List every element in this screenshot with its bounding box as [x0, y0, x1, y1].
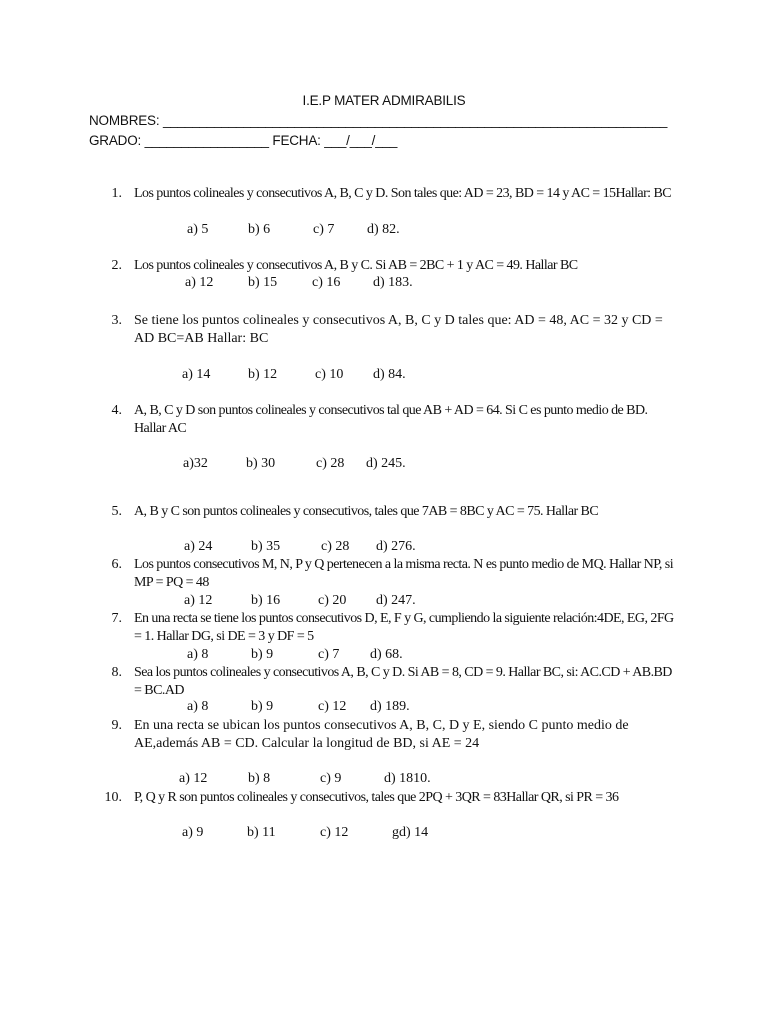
answer-option-b: b) 6	[248, 222, 271, 237]
answer-option-b: b) 15	[248, 275, 278, 290]
question-number: 1.	[111, 186, 122, 201]
answer-option-b: b) 9	[251, 647, 274, 662]
answer-option-b: b) 11	[247, 825, 276, 840]
question-number: 6.	[111, 557, 122, 572]
answer-option-d: d) 276.	[376, 539, 416, 554]
answer-option-d: d) 1810.	[384, 771, 431, 786]
answer-option-a: a) 12	[185, 275, 214, 290]
question-text: Los puntos consecutivos M, N, P y Q pertenecen a la misma recta. N es punto medio de MQ. Hallar NP, si MP = PQ = 48	[134, 557, 674, 590]
answer-option-b: b) 12	[248, 367, 278, 382]
question-text: Sea los puntos colineales y consecutivos A, B, C y D. Si AB = 8, CD = 9. Hallar BC, si: AC.CD + AB.BD = BC.AD	[134, 665, 672, 698]
answer-option-d: d) 245.	[366, 456, 406, 471]
grado-fecha-line: GRADO: _________________ FECHA: ___/___/___	[89, 133, 398, 148]
question-number: 8.	[111, 665, 122, 680]
question-number: 4.	[111, 403, 122, 418]
answer-option-a: a) 5	[187, 222, 209, 237]
question-number: 7.	[111, 611, 122, 626]
answer-option-d: gd) 14	[392, 825, 429, 840]
answer-option-c: c) 16	[312, 275, 341, 290]
question-text: Se tiene los puntos colineales y consecutivos A, B, C y D tales que: AD = 48, AC = 32 y CD = AD BC=AB Hallar: BC	[134, 313, 663, 346]
question-text: Los puntos colineales y consecutivos A, B, C y D. Son tales que: AD = 23, BD = 14 y AC = 15Hallar: BC	[134, 186, 672, 201]
answer-option-d: d) 84.	[373, 367, 406, 382]
answer-option-c: c) 7	[313, 222, 335, 237]
answer-option-a: a) 8	[187, 699, 209, 714]
answer-option-b: b) 9	[251, 699, 274, 714]
answer-option-a: a) 24	[184, 539, 213, 554]
question-number: 3.	[111, 313, 122, 328]
answer-option-b: b) 16	[251, 593, 281, 608]
answer-option-c: c) 28	[316, 456, 345, 471]
question-number: 5.	[111, 504, 122, 519]
answer-option-d: d) 247.	[376, 593, 416, 608]
question-number: 2.	[111, 258, 122, 273]
question-text: En una recta se tiene los puntos consecutivos D, E, F y G, cumpliendo la siguiente relación:4DE, EG, 2FG = 1. Hallar DG, si DE = 3 y DF = 5	[134, 611, 674, 644]
answer-option-d: d) 183.	[373, 275, 413, 290]
answer-option-c: c) 12	[318, 699, 347, 714]
school-title: I.E.P MATER ADMIRABILIS	[302, 93, 466, 108]
question-text: A, B, C y D son puntos colineales y consecutivos tal que AB + AD = 64. Si C es punto medio de BD. Hallar AC	[134, 403, 648, 436]
answer-option-b: b) 8	[248, 771, 271, 786]
answer-option-a: a)32	[183, 456, 208, 471]
answer-option-b: b) 35	[251, 539, 281, 554]
question-number: 10.	[104, 790, 122, 805]
question-text: Los puntos colineales y consecutivos A, B y C. Si AB = 2BC + 1 y AC = 49. Hallar BC	[134, 258, 578, 273]
answer-option-a: a) 12	[179, 771, 208, 786]
question-text: A, B y C son puntos colineales y consecutivos, tales que 7AB = 8BC y AC = 75. Hallar BC	[134, 504, 599, 519]
answer-option-d: d) 82.	[367, 222, 400, 237]
question-text: En una recta se ubican los puntos consecutivos A, B, C, D y E, siendo C punto medio de AE,además AB = CD. Calcular la longitud de BD, si AE = 24	[134, 718, 629, 751]
answer-option-c: c) 9	[320, 771, 342, 786]
answer-option-a: a) 8	[187, 647, 209, 662]
answer-option-d: d) 189.	[370, 699, 410, 714]
answer-option-c: c) 12	[320, 825, 349, 840]
answer-option-c: c) 10	[315, 367, 344, 382]
answer-option-c: c) 28	[321, 539, 350, 554]
question-number: 9.	[111, 718, 122, 733]
answer-option-c: c) 20	[318, 593, 347, 608]
answer-option-d: d) 68.	[370, 647, 403, 662]
question-text: P, Q y R son puntos colineales y consecutivos, tales que 2PQ + 3QR = 83Hallar QR, si PR = 36	[134, 790, 619, 805]
answer-option-a: a) 9	[182, 825, 204, 840]
nombres-line: NOMBRES: _____________________________________________________________________	[89, 113, 668, 128]
answer-option-a: a) 14	[182, 367, 211, 382]
answer-option-a: a) 12	[184, 593, 213, 608]
answer-option-b: b) 30	[246, 456, 276, 471]
answer-option-c: c) 7	[318, 647, 340, 662]
